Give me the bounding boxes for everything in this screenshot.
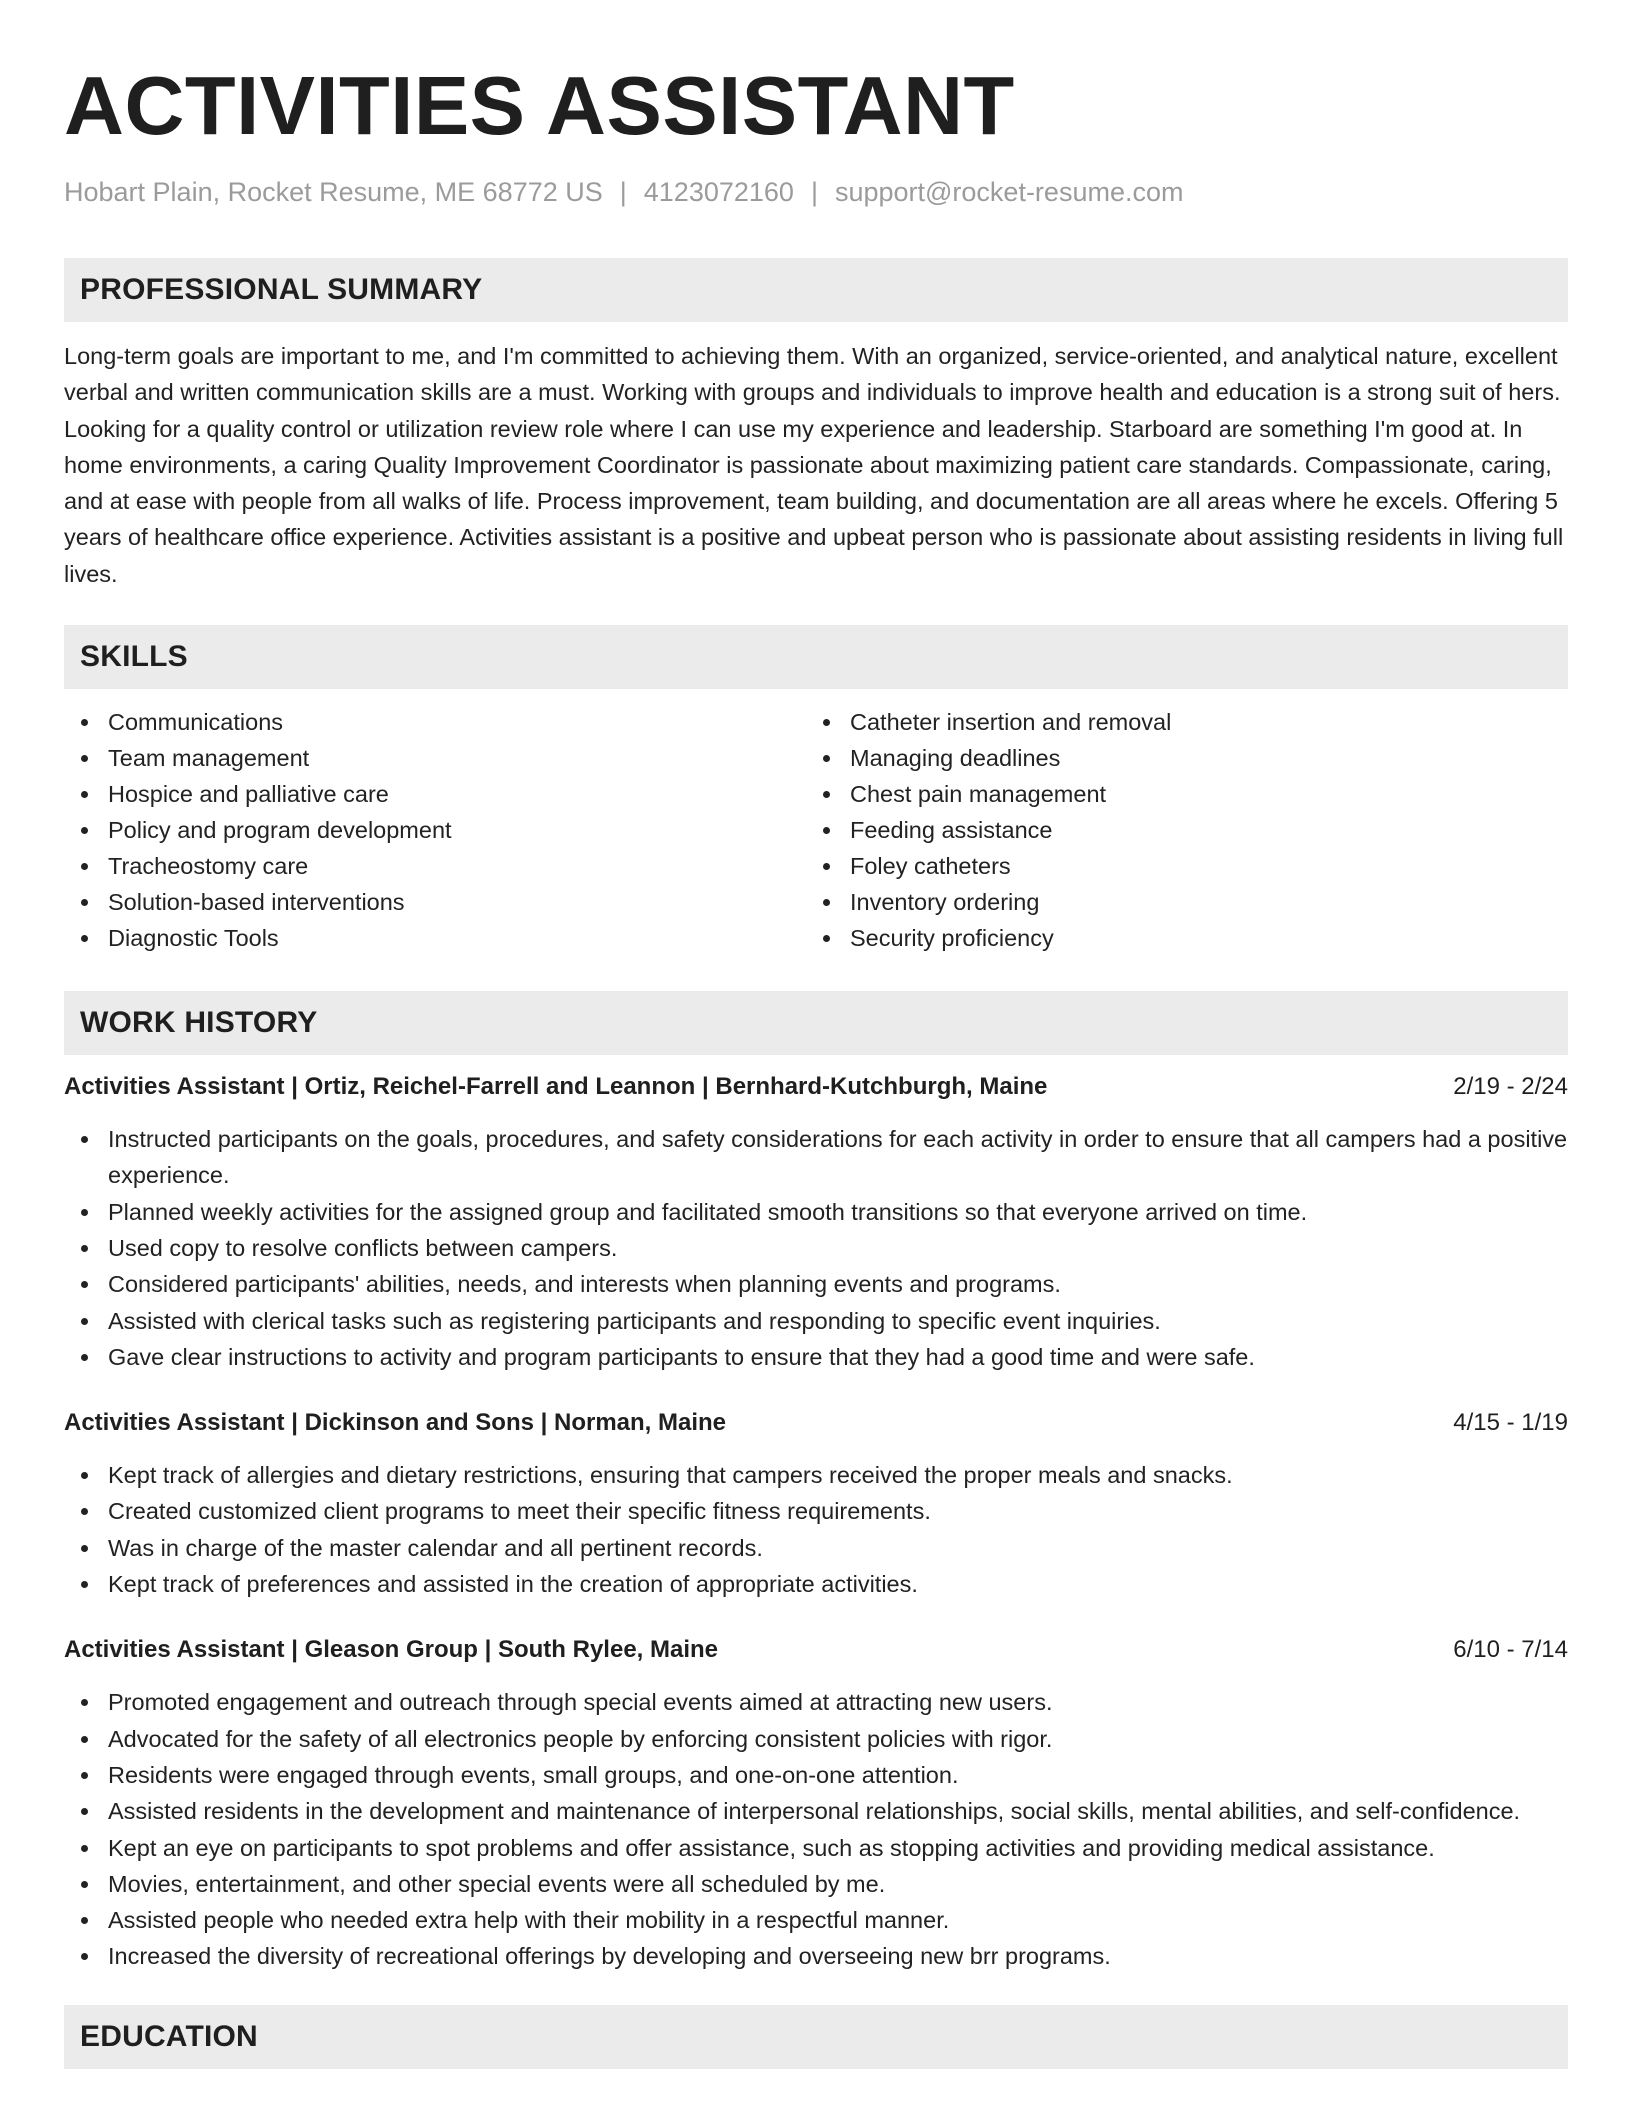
skill-item: Chest pain management	[806, 776, 1506, 812]
skill-item: Catheter insertion and removal	[806, 704, 1506, 740]
skills-column-right	[806, 704, 1506, 956]
job-bullet: Created customized client programs to meet their specific fitness requirements.	[64, 1493, 1568, 1529]
job-bullet: Considered participants' abilities, needs, and interests when planning events and programs.	[64, 1266, 1568, 1302]
skill-item: Policy and program development	[64, 812, 806, 848]
job-bullet: Assisted residents in the development and maintenance of interpersonal relationships, social skills, mental abilities, and self-confidence.	[64, 1793, 1568, 1829]
section-header-education: EDUCATION	[64, 2005, 1568, 2069]
skill-item: Tracheostomy care	[64, 848, 806, 884]
skill-item: Feeding assistance	[806, 812, 1506, 848]
job-title-row	[64, 1632, 1568, 1668]
job-bullet: Instructed participants on the goals, procedures, and safety considerations for each activity in order to ensure that all campers had a positive experience.	[64, 1121, 1568, 1194]
skill-item: Managing deadlines	[806, 740, 1506, 776]
job-dates: 6/10 - 7/14	[1453, 1636, 1568, 1664]
job-title: Activities Assistant | Dickinson and Sons | Norman, Maine	[64, 1409, 727, 1437]
skill-item: Foley catheters	[806, 848, 1506, 884]
job-bullets	[64, 1121, 1568, 1375]
job-title: Activities Assistant | Ortiz, Reichel-Farrell and Leannon | Bernhard-Kutchburgh, Maine	[64, 1073, 1048, 1101]
job-dates: 2/19 - 2/24	[1453, 1073, 1568, 1101]
summary-text: Long-term goals are important to me, and I'm committed to achieving them. With an organized, service-oriented, and analytical nature, excellent verbal and written communication skills are a must. Working with groups and individuals to improve health and education is a strong suit of hers. Looking for a quality control or utilization review role where I can use my experience and leadership. Starboard are something I'm good at. In home environments, a caring Quality Improvement Coordinator is passionate about maximizing patient care standards. Compassionate, caring, and at ease with people from all walks of life. Process improvement, team building, and documentation are all areas where he excels. Offering 5 years of healthcare office experience. Activities assistant is a positive and upbeat person who is passionate about assisting residents in living full lives.	[64, 343, 1564, 587]
job-bullet: Increased the diversity of recreational offerings by developing and overseeing new brr programs.	[64, 1938, 1568, 1974]
job-entry	[64, 1405, 1568, 1602]
job-bullet: Gave clear instructions to activity and program participants to ensure that they had a good time and were safe.	[64, 1339, 1568, 1375]
contact-email: support@rocket-resume.com	[834, 177, 1184, 207]
job-bullet: Used copy to resolve conflicts between campers.	[64, 1230, 1568, 1266]
skill-item: Diagnostic Tools	[64, 920, 806, 956]
job-bullet: Kept track of allergies and dietary restrictions, ensuring that campers received the proper meals and snacks.	[64, 1457, 1568, 1493]
skill-item: Solution-based interventions	[64, 884, 806, 920]
job-bullet: Planned weekly activities for the assigned group and facilitated smooth transitions so that everyone arrived on time.	[64, 1194, 1568, 1230]
job-bullet: Assisted with clerical tasks such as registering participants and responding to specific event inquiries.	[64, 1303, 1568, 1339]
skill-item: Inventory ordering	[806, 884, 1506, 920]
skills-column-left	[64, 704, 806, 956]
skill-item: Communications	[64, 704, 806, 740]
skill-item: Hospice and palliative care	[64, 776, 806, 812]
contact-phone: 4123072160	[643, 177, 794, 207]
job-bullet: Promoted engagement and outreach through special events aimed at attracting new users.	[64, 1684, 1568, 1720]
job-bullets	[64, 1457, 1568, 1602]
job-bullet: Residents were engaged through events, small groups, and one-on-one attention.	[64, 1757, 1568, 1793]
skill-item: Team management	[64, 740, 806, 776]
section-header-work-history: WORK HISTORY	[64, 991, 1568, 1055]
job-title: Activities Assistant | Gleason Group | South Rylee, Maine	[64, 1636, 719, 1664]
job-bullet: Kept track of preferences and assisted in the creation of appropriate activities.	[64, 1566, 1568, 1602]
job-title-row	[64, 1069, 1568, 1105]
contact-address: Hobart Plain, Rocket Resume, ME 68772 US	[64, 177, 603, 207]
job-entry	[64, 1069, 1568, 1375]
job-dates: 4/15 - 1/19	[1453, 1409, 1568, 1437]
contact-line	[64, 177, 1568, 208]
resume-name: ACTIVITIES ASSISTANT	[64, 59, 1015, 152]
section-header-summary: PROFESSIONAL SUMMARY	[64, 258, 1568, 322]
job-bullet: Advocated for the safety of all electronics people by enforcing consistent policies with rigor.	[64, 1721, 1568, 1757]
job-bullet: Was in charge of the master calendar and all pertinent records.	[64, 1530, 1568, 1566]
contact-separator: |	[810, 177, 818, 207]
job-bullet: Movies, entertainment, and other special events were all scheduled by me.	[64, 1866, 1568, 1902]
job-title-row	[64, 1405, 1568, 1441]
skill-item: Security proficiency	[806, 920, 1506, 956]
job-bullet: Kept an eye on participants to spot problems and offer assistance, such as stopping activities and providing medical assistance.	[64, 1830, 1568, 1866]
contact-separator: |	[619, 177, 627, 207]
job-entry	[64, 1632, 1568, 1974]
job-bullets	[64, 1684, 1568, 1974]
section-header-skills: SKILLS	[64, 625, 1568, 689]
job-bullet: Assisted people who needed extra help with their mobility in a respectful manner.	[64, 1902, 1568, 1938]
skills-list	[64, 704, 1568, 956]
